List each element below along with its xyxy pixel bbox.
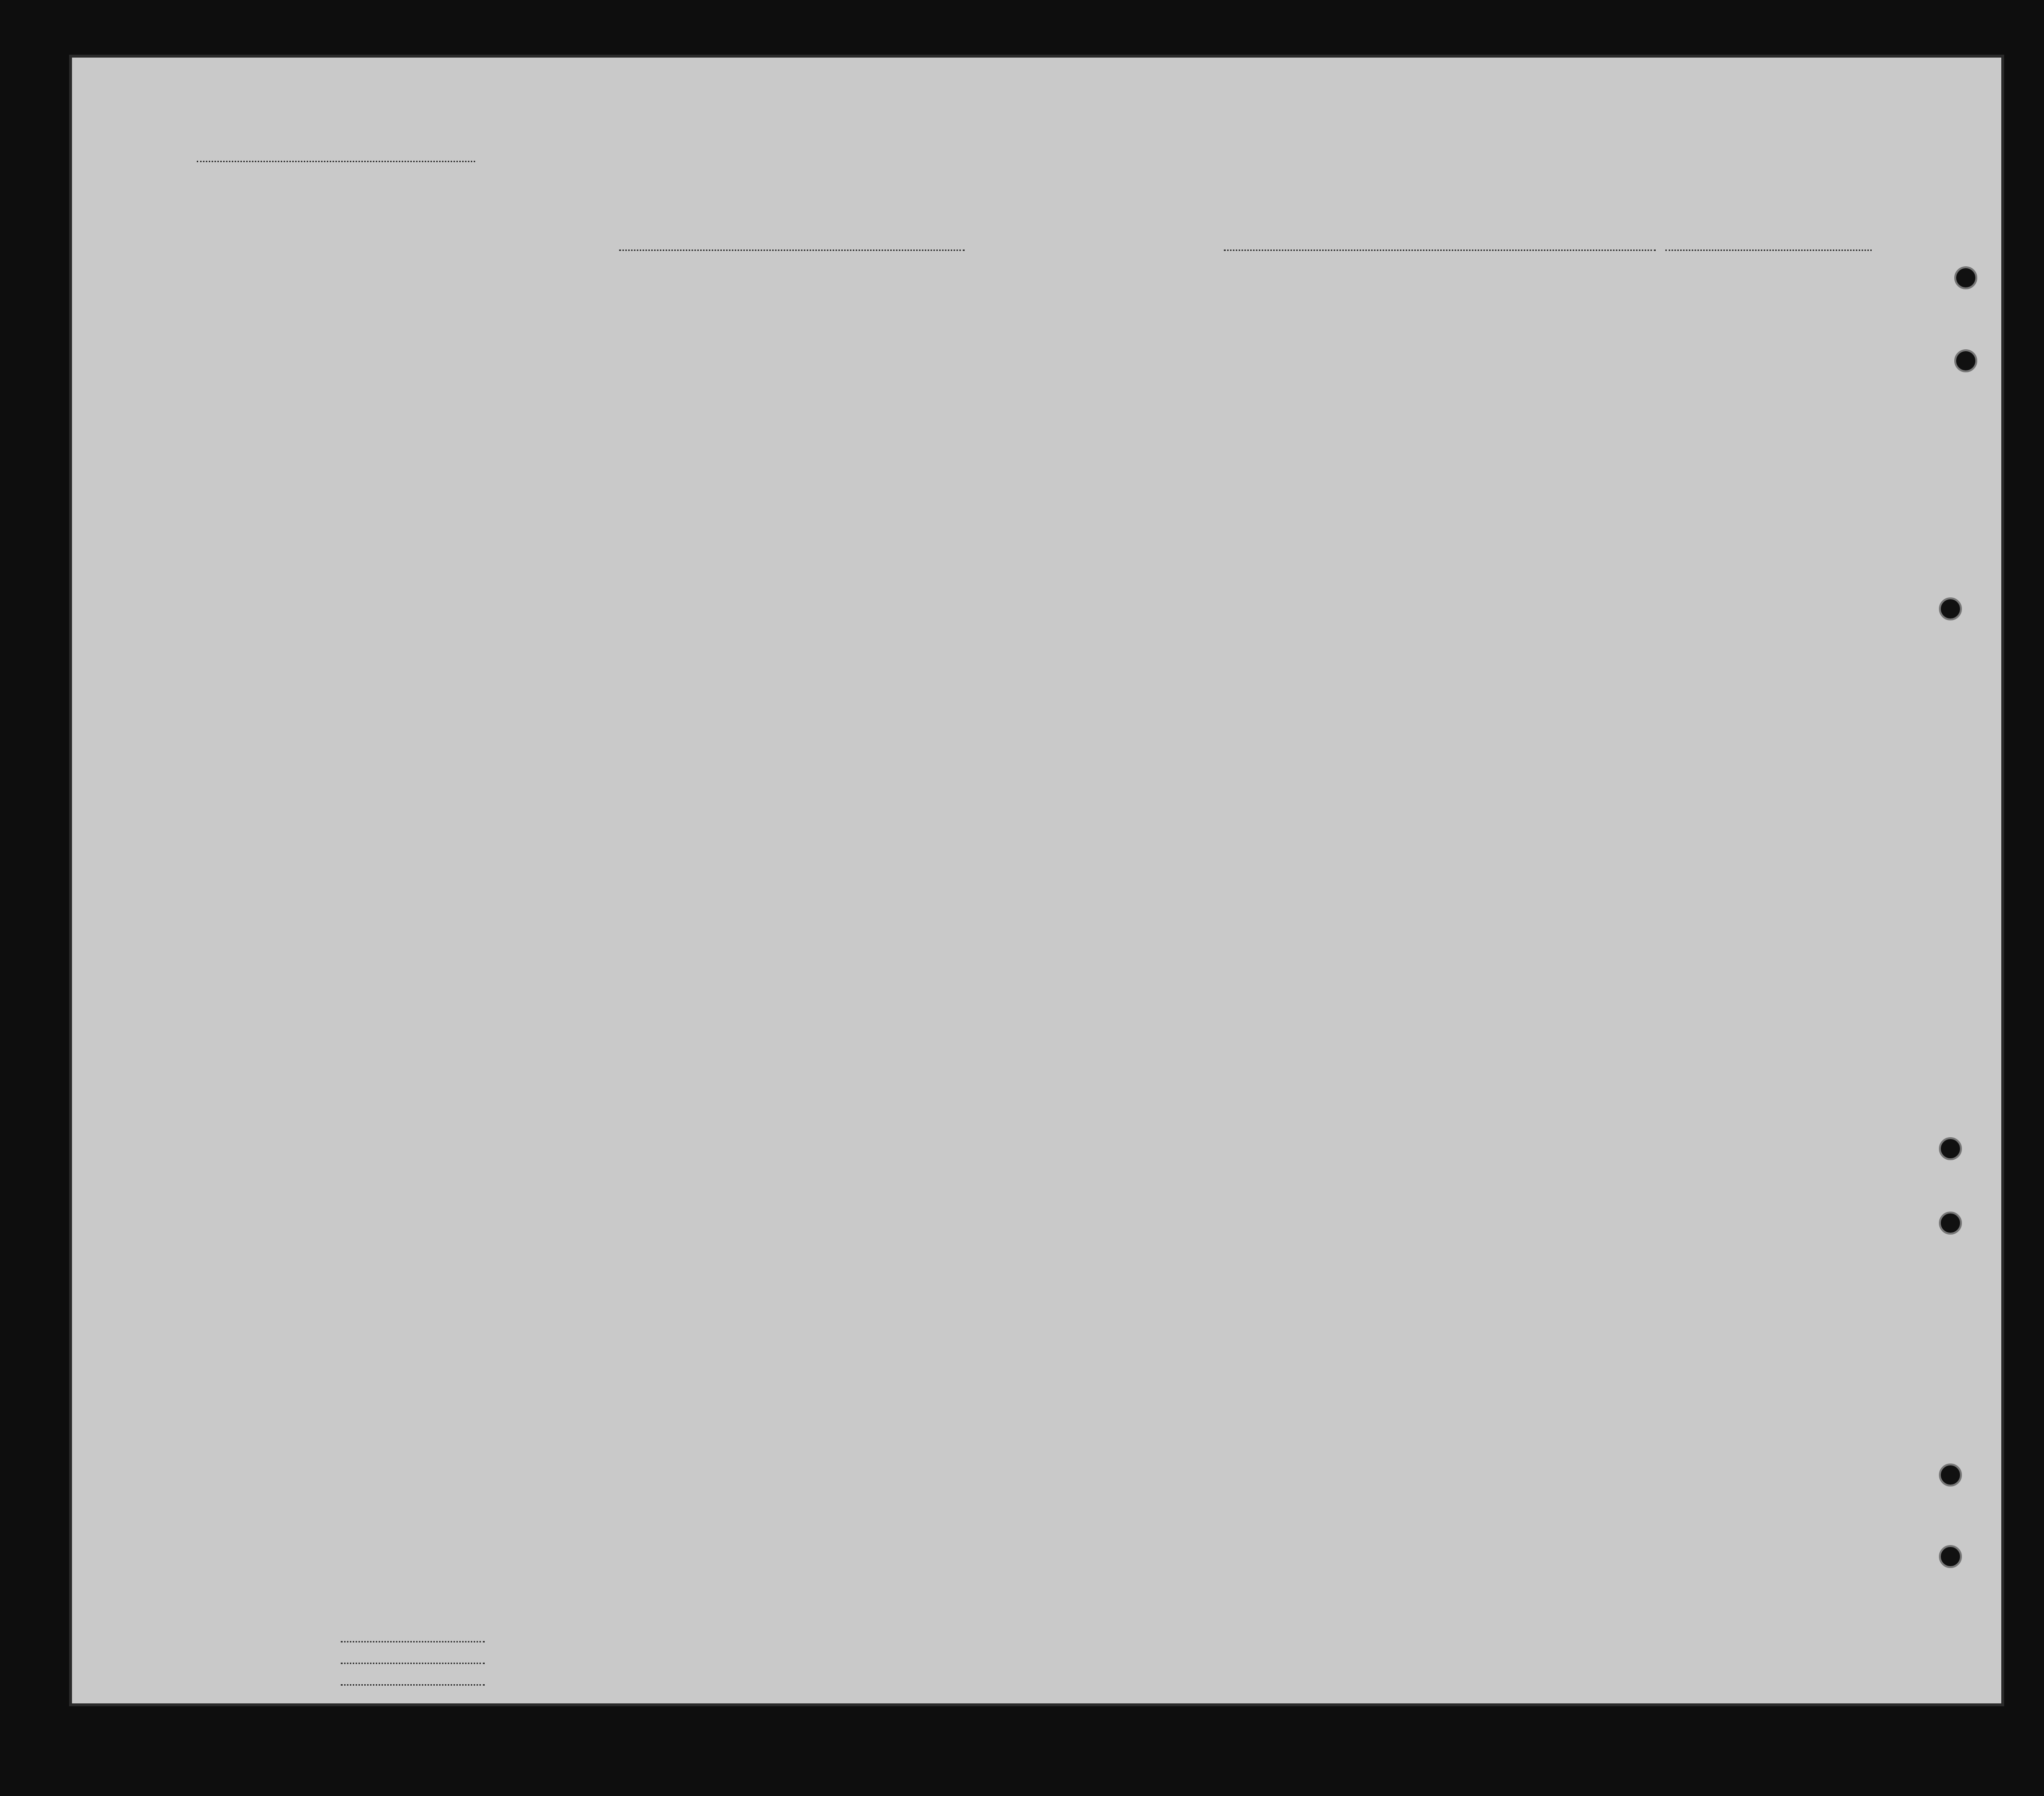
punch-hole (1939, 1137, 1962, 1160)
punch-hole (1939, 1212, 1962, 1235)
punch-hole (1939, 1463, 1962, 1487)
punch-hole (1939, 1545, 1962, 1568)
total-line (341, 1641, 485, 1642)
table-grid (72, 58, 2001, 1703)
citizens-line (341, 1663, 485, 1664)
punch-hole (1954, 266, 1977, 289)
punch-hole (1939, 597, 1962, 620)
aliens-line (341, 1684, 485, 1686)
punch-hole (1954, 349, 1977, 372)
manifest-sheet (72, 58, 2001, 1703)
